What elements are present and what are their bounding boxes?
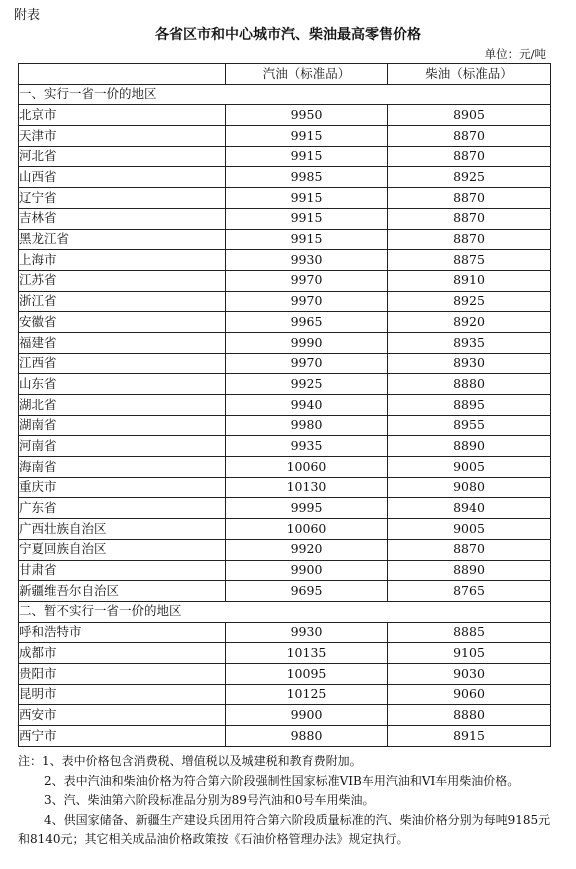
gasoline-price-cell: 9915 [226,146,388,167]
gasoline-price-cell: 9900 [226,560,388,581]
table-row [19,291,551,312]
section-title: 一、实行一省一价的地区 [19,84,551,105]
table-row [19,312,551,333]
region-cell: 浙江省 [19,291,226,312]
diesel-price-cell: 9105 [388,643,551,664]
unit-label: 单位：元/吨 [484,47,546,61]
diesel-price-cell: 8870 [388,208,551,229]
table-row [19,270,551,291]
table-row [19,250,551,271]
region-cell: 福建省 [19,332,226,353]
diesel-price-cell: 8955 [388,415,551,436]
gasoline-price-cell: 9920 [226,539,388,560]
region-cell: 山西省 [19,167,226,188]
column-header-region [19,64,226,85]
table-header-row [19,64,551,85]
gasoline-price-cell: 9940 [226,395,388,416]
region-cell: 甘肃省 [19,560,226,581]
table-row [19,415,551,436]
table-row [19,395,551,416]
diesel-price-cell: 8880 [388,374,551,395]
gasoline-price-cell: 9965 [226,312,388,333]
diesel-price-cell: 8925 [388,291,551,312]
gasoline-price-cell: 9695 [226,581,388,602]
table-row [19,519,551,540]
region-cell: 新疆维吾尔自治区 [19,581,226,602]
region-cell: 湖北省 [19,395,226,416]
attachment-label: 附表 [14,8,41,23]
table-row [19,581,551,602]
gasoline-price-cell: 10060 [226,519,388,540]
region-cell: 成都市 [19,643,226,664]
diesel-price-cell: 9005 [388,519,551,540]
section-row [19,601,551,622]
note-1: 注：1、表中价格包含消费税、增值税以及城建税和教育费附加。 [18,754,362,768]
region-cell: 天津市 [19,126,226,147]
table-row [19,105,551,126]
note-4: 4、供国家储备、新疆生产建设兵团用符合第六阶段质量标准的汽、柴油价格分别为每吨9185元和8140元；其它相关成品油价格政策按《石油价格管理办法》规定执行。 [18,812,551,846]
region-cell: 上海市 [19,250,226,271]
table-row [19,188,551,209]
diesel-price-cell: 8925 [388,167,551,188]
gasoline-price-cell: 10060 [226,457,388,478]
region-cell: 辽宁省 [19,188,226,209]
diesel-price-cell: 9080 [388,477,551,498]
table-body [19,84,551,746]
region-cell: 广西壮族自治区 [19,519,226,540]
gasoline-price-cell: 9990 [226,332,388,353]
table-row [19,229,551,250]
table-row [19,146,551,167]
gasoline-price-cell: 9880 [226,726,388,747]
gasoline-price-cell: 9915 [226,229,388,250]
diesel-price-cell: 9030 [388,663,551,684]
table-row [19,208,551,229]
diesel-price-cell: 8935 [388,332,551,353]
region-cell: 北京市 [19,105,226,126]
gasoline-price-cell: 9915 [226,188,388,209]
gasoline-price-cell: 10095 [226,663,388,684]
gasoline-price-cell: 9970 [226,291,388,312]
gasoline-price-cell: 9995 [226,498,388,519]
table-row [19,539,551,560]
region-cell: 呼和浩特市 [19,622,226,643]
diesel-price-cell: 8875 [388,250,551,271]
region-cell: 宁夏回族自治区 [19,539,226,560]
note-3: 3、汽、柴油第六阶段标准品分别为89号汽油和0号车用柴油。 [44,793,375,807]
region-cell: 江西省 [19,353,226,374]
table-row [19,457,551,478]
column-header-diesel: 柴油（标准品） [388,64,551,85]
diesel-price-cell: 9005 [388,457,551,478]
gasoline-price-cell: 9950 [226,105,388,126]
section-title: 二、暂不实行一省一价的地区 [19,601,551,622]
diesel-price-cell: 8930 [388,353,551,374]
diesel-price-cell: 8920 [388,312,551,333]
price-table [18,63,551,747]
diesel-price-cell: 8890 [388,560,551,581]
gasoline-price-cell: 9970 [226,270,388,291]
table-row [19,498,551,519]
region-cell: 贵阳市 [19,663,226,684]
diesel-price-cell: 8910 [388,270,551,291]
diesel-price-cell: 8870 [388,539,551,560]
region-cell: 河南省 [19,436,226,457]
diesel-price-cell: 8870 [388,146,551,167]
table-row [19,705,551,726]
region-cell: 安徽省 [19,312,226,333]
table-row [19,167,551,188]
column-header-gasoline: 汽油（标准品） [226,64,388,85]
region-cell: 西安市 [19,705,226,726]
diesel-price-cell: 8915 [388,726,551,747]
gasoline-price-cell: 9915 [226,126,388,147]
diesel-price-cell: 8905 [388,105,551,126]
table-row [19,622,551,643]
diesel-price-cell: 8870 [388,126,551,147]
table-row [19,374,551,395]
gasoline-price-cell: 9985 [226,167,388,188]
diesel-price-cell: 8765 [388,581,551,602]
diesel-price-cell: 8895 [388,395,551,416]
page-title: 各省区市和中心城市汽、柴油最高零售价格 [155,27,421,43]
table-row [19,684,551,705]
region-cell: 海南省 [19,457,226,478]
table-row [19,726,551,747]
region-cell: 湖南省 [19,415,226,436]
table-row [19,436,551,457]
diesel-price-cell: 8870 [388,188,551,209]
section-row [19,84,551,105]
gasoline-price-cell: 9935 [226,436,388,457]
region-cell: 山东省 [19,374,226,395]
diesel-price-cell: 8880 [388,705,551,726]
gasoline-price-cell: 10130 [226,477,388,498]
region-cell: 江苏省 [19,270,226,291]
table-row [19,477,551,498]
table-row [19,126,551,147]
table-row [19,663,551,684]
region-cell: 西宁市 [19,726,226,747]
gasoline-price-cell: 10125 [226,684,388,705]
table-row [19,332,551,353]
table-row [19,353,551,374]
gasoline-price-cell: 9900 [226,705,388,726]
gasoline-price-cell: 9930 [226,250,388,271]
diesel-price-cell: 9060 [388,684,551,705]
region-cell: 黑龙江省 [19,229,226,250]
region-cell: 重庆市 [19,477,226,498]
table-row [19,643,551,664]
table-row [19,560,551,581]
gasoline-price-cell: 9930 [226,622,388,643]
region-cell: 广东省 [19,498,226,519]
gasoline-price-cell: 9980 [226,415,388,436]
note-2: 2、表中汽油和柴油价格为符合第六阶段强制性国家标准VIB车用汽油和VI车用柴油价格。 [44,773,520,788]
notes [18,752,558,850]
region-cell: 昆明市 [19,684,226,705]
diesel-price-cell: 8885 [388,622,551,643]
region-cell: 河北省 [19,146,226,167]
diesel-price-cell: 8870 [388,229,551,250]
gasoline-price-cell: 9915 [226,208,388,229]
gasoline-price-cell: 9970 [226,353,388,374]
diesel-price-cell: 8890 [388,436,551,457]
region-cell: 吉林省 [19,208,226,229]
diesel-price-cell: 8940 [388,498,551,519]
gasoline-price-cell: 9925 [226,374,388,395]
gasoline-price-cell: 10135 [226,643,388,664]
